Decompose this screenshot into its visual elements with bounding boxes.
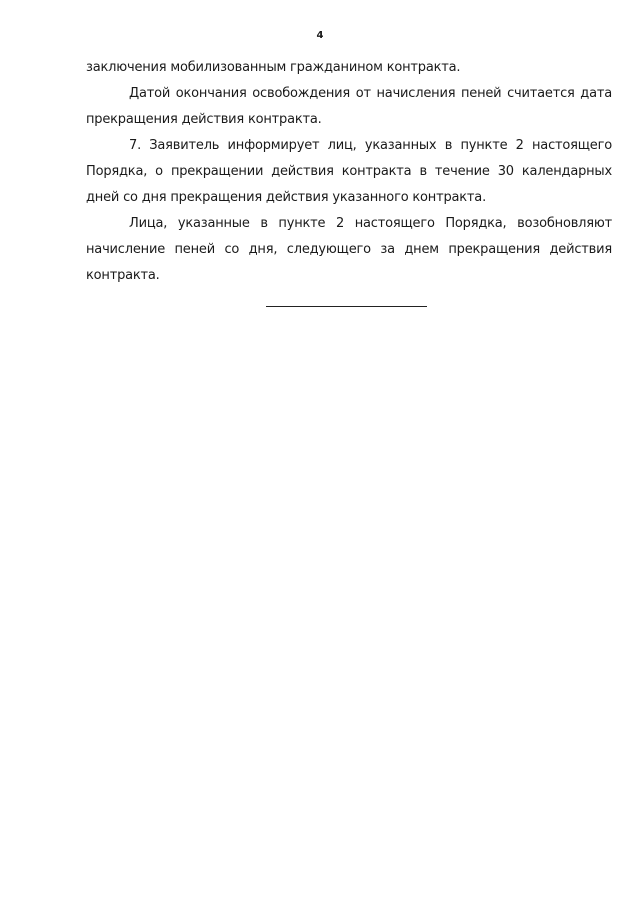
paragraph-continuation: заключения мобилизованным гражданином контракта.: [86, 60, 461, 75]
paragraph-release-end-date: Датой окончания освобождения от начисления пеней считается дата прекращения действия контракта.: [86, 86, 612, 127]
end-separator-line: [266, 306, 427, 307]
document-body: [86, 55, 612, 289]
page-number: 4: [316, 30, 324, 41]
paragraph-resume-penalties: Лица, указанные в пункте 2 настоящего Порядка, возобновляют начисление пеней со дня, следующего за днем прекращения действия контракта.: [86, 216, 612, 283]
paragraph-item-7: 7. Заявитель информирует лиц, указанных в пункте 2 настоящего Порядка, о прекращении действия контракта в течение 30 календарных дней со дня прекращения действия указанного контракта.: [86, 138, 612, 205]
